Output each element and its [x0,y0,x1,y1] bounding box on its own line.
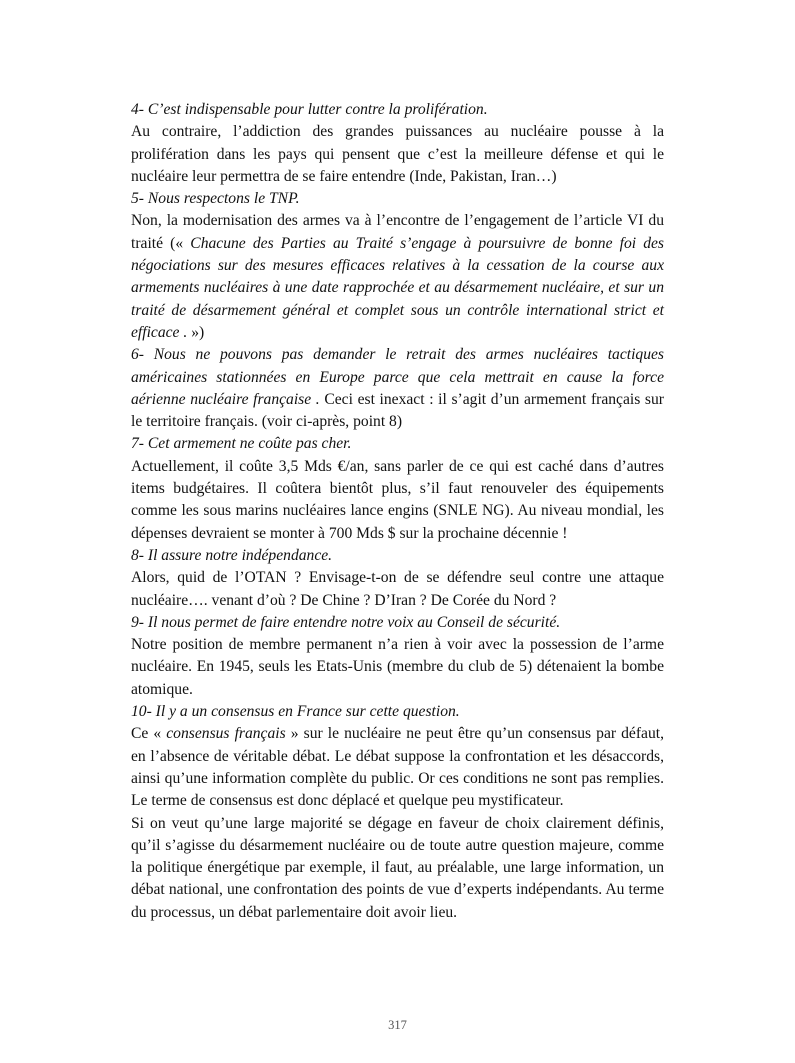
page-number: 317 [388,1018,407,1032]
item-10-body [131,723,664,812]
item-4-heading: 4- C’est indispensable pour lutter contre la prolifération. [131,101,488,118]
item-10-body-intro: Ce « [131,725,162,743]
item-4-body: Au contraire, l’addiction des grandes puissances au nucléaire pousse à la prolifération dans les pays qui pensent que c’est la meilleure défense et qui le nucléaire leur permettra de se faire entendre (Inde, Pakistan, Iran…) [131,123,664,185]
item-10-consensus-quote: consensus français [166,725,286,743]
item-6-heading: 6- Nous ne pouvons pas demander le retrait des armes nucléaires tactiques américaines stationnées en Europe parce que cela mettrait en cause la force aérienne nucléaire française . [131,346,664,408]
item-9-body: Notre position de membre permanent n’a rien à voir avec la possession de l’arme nucléaire. En 1945, seuls les Etats-Unis (membre du club de 5) détenaient la bombe atomique. [131,636,664,698]
item-5-body-intro: Non, la modernisation des armes va à l’encontre de l’engagement de l’article VI du traité (« [131,212,664,252]
item-5-treaty-quote: Chacune des Parties au Traité s’engage à poursuivre de bonne foi des négociations sur des mesures efficaces relatives à la cessation de la course aux armements nucléaires à une date rapprochée et au désarmement nucléaire, et sur un traité de désarmement général et complet sous un contrôle international strict et efficace . [131,234,665,341]
item-9-heading: 9- Il nous permet de faire entendre notre voix au Conseil de sécurité. [131,613,561,631]
item-10-body-rest: » sur le nucléaire ne peut être qu’un consensus par défaut, en l’absence de véritable débat. Le débat suppose la confrontation et les désaccords, ainsi qu’une information complète du public. Or ces conditions ne sont pas remplies. Le terme de consensus est donc déplacé et quelque peu mystificateur. [131,725,664,810]
item-10-heading: 10- Il y a un consensus en France sur cette question. [131,703,460,721]
item-7-body: Actuellement, il coûte 3,5 Mds €/an, sans parler de ce qui est caché dans d’autres items budgétaires. Il coûtera bientôt plus, s’il faut renouveler des équipements comme les sous marins nucléaires lance engins (SNLE NG). Au niveau mondial, les dépenses devraient se monter à 700 Mds $ sur la prochaine décennie ! [131,457,664,542]
item-5-body-close: ») [191,323,205,341]
item-6-block [131,344,664,433]
item-5-heading: 5- Nous respectons le TNP. [131,190,300,208]
item-8-body: Alors, quid de l’OTAN ? Envisage-t-on de se défendre seul contre une attaque nucléaire…. venant d’où ? De Chine ? D’Iran ? De Corée du Nord ? [131,569,664,609]
item-7-heading: 7- Cet armement ne coûte pas cher. [131,435,352,453]
item-10-body-2: Si on veut qu’une large majorité se dégage en faveur de choix clairement définis, qu’il s’agisse du désarmement nucléaire ou de toute autre question majeure, comme la politique énergétique par exemple, il faut, au préalable, une large information, un débat national, une confrontation des points de vue d’experts indépendants. Au terme du processus, un débat parlementaire doit avoir lieu. [131,814,664,921]
item-5-body [131,210,664,344]
item-6-body: Ceci est inexact : il s’agit d’un armement français sur le territoire français. (voir ci-après, point 8) [131,390,664,431]
item-8-heading: 8- Il assure notre indépendance. [131,546,333,564]
page-content [131,99,664,924]
